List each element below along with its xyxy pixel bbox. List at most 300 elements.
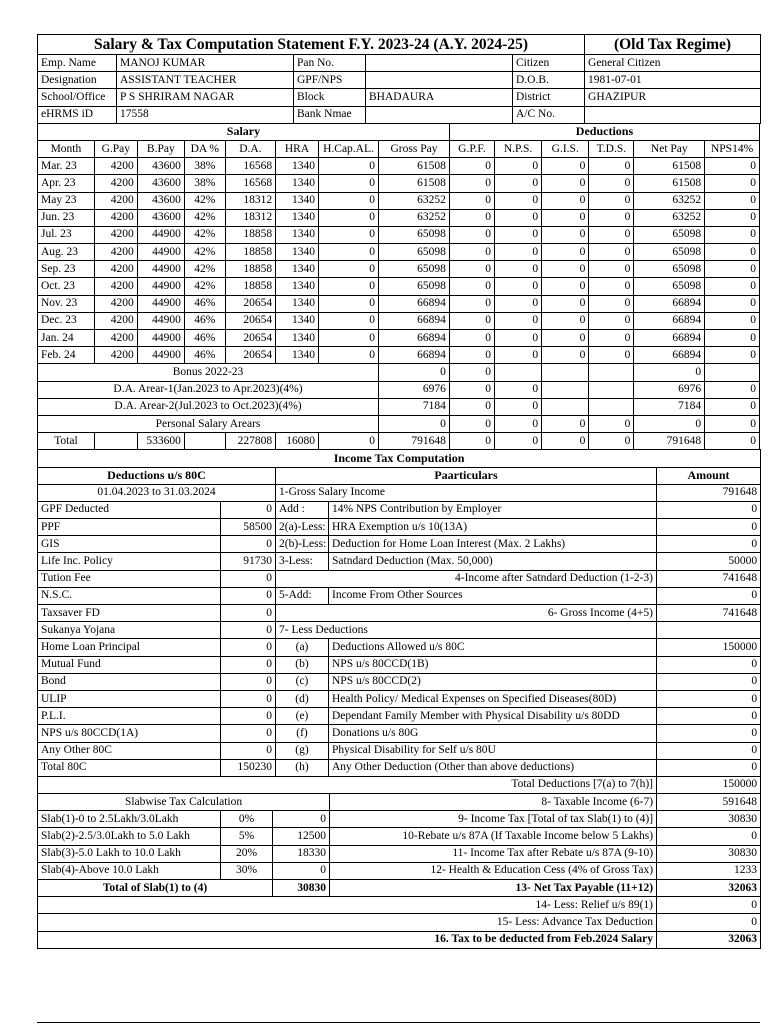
tax-row: [38, 605, 761, 622]
deduction-80c-value: 0: [221, 639, 276, 656]
salary-cell: 43600: [137, 175, 184, 192]
salary-cell: 61508: [379, 158, 450, 175]
salary-extra-row: [38, 364, 760, 381]
designation-label: Designation: [38, 72, 117, 89]
ehrms-label: eHRMS iD: [38, 106, 117, 123]
salary-cell: 0: [705, 347, 760, 364]
particular-label: Deductions Allowed u/s 80C: [329, 639, 657, 656]
salary-cell: 42%: [184, 244, 225, 261]
extra-nps: [494, 364, 541, 381]
deduction-80c-label: NPS u/s 80CCD(1A): [38, 725, 221, 742]
net-tax-value: 32063: [657, 880, 761, 897]
salary-cell: 4200: [94, 244, 137, 261]
salary-cell: Jul. 23: [38, 226, 95, 243]
extra-gross: 0: [379, 415, 450, 432]
extra-nps: 0: [494, 415, 541, 432]
extra-label: D.A. Arear-2(Jul.2023 to Oct.2023)(4%): [38, 398, 379, 415]
slab-heading: Slabwise Tax Calculation: [38, 794, 330, 811]
deduction-80c-value: 0: [221, 742, 276, 759]
column-header: T.D.S.: [589, 140, 634, 157]
salary-cell: 1340: [276, 158, 319, 175]
slab-table: [37, 793, 761, 949]
salary-cell: 4200: [94, 295, 137, 312]
salary-cell: 1340: [276, 244, 319, 261]
salary-cell: 66894: [379, 312, 450, 329]
extra-nps: 0: [494, 381, 541, 398]
salary-row: [38, 158, 760, 175]
salary-cell: 65098: [634, 226, 705, 243]
particular-amount: 0: [657, 725, 761, 742]
extra-net: 7184: [634, 398, 705, 415]
period-label: 01.04.2023 to 31.03.2024: [38, 484, 276, 501]
slab-row: [38, 811, 761, 828]
salary-cell: 4200: [94, 330, 137, 347]
particulars-heading: Paarticulars: [276, 467, 657, 484]
total-cell: [94, 433, 137, 450]
particular-amount: 741648: [657, 570, 761, 587]
salary-cell: 0: [705, 295, 760, 312]
salary-cell: 4200: [94, 209, 137, 226]
salary-cell: 4200: [94, 278, 137, 295]
salary-cell: 1340: [276, 192, 319, 209]
salary-cell: 0: [318, 330, 378, 347]
salary-cell: 0: [449, 278, 494, 295]
column-header: Gross Pay: [379, 140, 450, 157]
deduction-80c-label: ULIP: [38, 690, 221, 707]
tax-row: [38, 690, 761, 707]
salary-cell: 65098: [379, 244, 450, 261]
deduction-80c-label: GIS: [38, 536, 221, 553]
salary-cell: 0: [318, 226, 378, 243]
pan-value: [366, 55, 513, 72]
slab-row: [38, 862, 761, 879]
gpf-label: GPF/NPS: [294, 72, 366, 89]
total-deductions-row: [38, 776, 761, 793]
total-cell: 791648: [379, 433, 450, 450]
salary-cell: 66894: [379, 347, 450, 364]
salary-row: [38, 244, 760, 261]
salary-cell: 42%: [184, 192, 225, 209]
deductions-80c-heading: Deductions u/s 80C: [38, 467, 276, 484]
tax-row: [38, 536, 761, 553]
salary-cell: 0: [494, 278, 541, 295]
salary-cell: 0: [705, 209, 760, 226]
tax-step-value: 30830: [657, 845, 761, 862]
salary-cell: 42%: [184, 261, 225, 278]
salary-row: [38, 330, 760, 347]
tax-row: [38, 639, 761, 656]
salary-cell: 0: [542, 295, 589, 312]
page-title: Salary & Tax Computation Statement F.Y. 2023-24 (A.Y. 2024-25): [38, 35, 585, 55]
salary-cell: 0: [494, 192, 541, 209]
extra-nps14: 0: [705, 381, 760, 398]
deduction-80c-label: Total 80C: [38, 759, 221, 776]
salary-cell: 0: [318, 244, 378, 261]
salary-extra-row: [38, 381, 760, 398]
total-cell: Total: [38, 433, 95, 450]
particular-label: Donations u/s 80G: [329, 725, 657, 742]
slab-total-row: [38, 880, 761, 897]
salary-cell: 0: [542, 244, 589, 261]
citizen-label: Citizen: [513, 55, 585, 72]
extra-tds: [589, 398, 634, 415]
particular-amount: 0: [657, 501, 761, 518]
taxable-income-label: 8- Taxable Income (6-7): [330, 794, 657, 811]
salary-cell: 43600: [137, 158, 184, 175]
particular-prefix: (g): [276, 742, 329, 759]
bank-value: [366, 106, 513, 123]
income-tax-table: [37, 449, 761, 794]
salary-cell: 0: [589, 347, 634, 364]
salary-cell: 66894: [379, 295, 450, 312]
tax-row: [38, 656, 761, 673]
salary-cell: 1340: [276, 312, 319, 329]
salary-cell: 0: [494, 347, 541, 364]
column-header: N.P.S.: [494, 140, 541, 157]
salary-extra-row: [38, 415, 760, 432]
salary-cell: 61508: [634, 175, 705, 192]
extra-tds: 0: [589, 415, 634, 432]
deduction-80c-label: Mutual Fund: [38, 656, 221, 673]
salary-cell: 4200: [94, 347, 137, 364]
relief-row: [38, 897, 761, 914]
particular-prefix: Add :: [276, 501, 329, 518]
salary-row: [38, 295, 760, 312]
column-header: NPS14%: [705, 140, 760, 157]
salary-cell: 0: [705, 175, 760, 192]
slab-tax: 0: [273, 811, 330, 828]
final-tax-label: 16. Tax to be deducted from Feb.2024 Salary: [38, 931, 657, 948]
pan-label: Pan No.: [294, 55, 366, 72]
salary-cell: 4200: [94, 261, 137, 278]
particular-amount: 0: [657, 519, 761, 536]
deduction-80c-value: 58500: [221, 519, 276, 536]
extra-net: 0: [634, 415, 705, 432]
salary-cell: 65098: [379, 226, 450, 243]
salary-cell: 0: [318, 158, 378, 175]
salary-cell: 66894: [634, 312, 705, 329]
salary-cell: Apr. 23: [38, 175, 95, 192]
salary-cell: 65098: [634, 261, 705, 278]
column-header: G.I.S.: [542, 140, 589, 157]
total-cell: 0: [318, 433, 378, 450]
salary-cell: 0: [494, 295, 541, 312]
deduction-80c-value: 150230: [221, 759, 276, 776]
salary-cell: 0: [318, 278, 378, 295]
particular-label: Physical Disability for Self u/s 80U: [329, 742, 657, 759]
gross-salary-label: 1-Gross Salary Income: [276, 484, 657, 501]
salary-cell: Jan. 24: [38, 330, 95, 347]
deduction-80c-label: Bond: [38, 673, 221, 690]
salary-cell: 20654: [225, 312, 275, 329]
salary-cell: 0: [589, 312, 634, 329]
salary-cell: 0: [705, 244, 760, 261]
salary-cell: 0: [494, 209, 541, 226]
salary-cell: 0: [705, 278, 760, 295]
particular-amount: 50000: [657, 553, 761, 570]
total-cell: 0: [494, 433, 541, 450]
particular-prefix: (c): [276, 673, 329, 690]
salary-cell: Jun. 23: [38, 209, 95, 226]
relief-label: 14- Less: Relief u/s 89(1): [38, 897, 657, 914]
particular-label: Deduction for Home Loan Interest (Max. 2 Lakhs): [329, 536, 657, 553]
total-cell: 0: [705, 433, 760, 450]
gpf-value: [366, 72, 513, 89]
salary-cell: 1340: [276, 175, 319, 192]
salary-cell: 20654: [225, 347, 275, 364]
final-tax-value: 32063: [657, 931, 761, 948]
slab-total-label: Total of Slab(1) to (4): [38, 880, 273, 897]
salary-cell: 4200: [94, 158, 137, 175]
salary-cell: 1340: [276, 330, 319, 347]
salary-cell: 0: [449, 158, 494, 175]
salary-cell: 0: [589, 295, 634, 312]
column-header: DA %: [184, 140, 225, 157]
salary-cell: Oct. 23: [38, 278, 95, 295]
salary-cell: 63252: [379, 209, 450, 226]
salary-table: [37, 123, 760, 451]
salary-cell: 0: [449, 175, 494, 192]
particular-label: Any Other Deduction (Other than above deductions): [329, 759, 657, 776]
deduction-80c-label: Home Loan Principal: [38, 639, 221, 656]
deductions-heading: Deductions: [449, 123, 759, 140]
salary-cell: 0: [542, 312, 589, 329]
relief-value: 0: [657, 897, 761, 914]
salary-cell: 61508: [634, 158, 705, 175]
slab-rate: 0%: [221, 811, 273, 828]
salary-cell: 0: [449, 192, 494, 209]
tax-step-label: 11- Income Tax after Rebate u/s 87A (9-10): [330, 845, 657, 862]
particular-label: HRA Exemption u/s 10(13A): [329, 519, 657, 536]
salary-cell: Feb. 24: [38, 347, 95, 364]
column-header: D.A.: [225, 140, 275, 157]
salary-cell: 66894: [634, 347, 705, 364]
extra-net: 6976: [634, 381, 705, 398]
tax-row: [38, 501, 761, 518]
salary-row: [38, 312, 760, 329]
deduction-80c-label: Life Inc. Policy: [38, 553, 221, 570]
salary-cell: 0: [494, 175, 541, 192]
extra-gis: 0: [542, 415, 589, 432]
particular-prefix: (b): [276, 656, 329, 673]
salary-cell: 0: [494, 261, 541, 278]
deduction-80c-value: 0: [221, 656, 276, 673]
salary-cell: 0: [318, 192, 378, 209]
tax-row: [38, 725, 761, 742]
slab-rate: 30%: [221, 862, 273, 879]
slab-tax: 18330: [273, 845, 330, 862]
salary-cell: 44900: [137, 330, 184, 347]
salary-row: [38, 192, 760, 209]
salary-cell: 0: [589, 158, 634, 175]
deduction-80c-value: 0: [221, 570, 276, 587]
income-tax-heading: Income Tax Computation: [38, 450, 761, 467]
salary-cell: 0: [318, 209, 378, 226]
slab-rate: 20%: [221, 845, 273, 862]
total-cell: [184, 433, 225, 450]
salary-cell: 0: [542, 192, 589, 209]
salary-cell: 0: [318, 261, 378, 278]
salary-cell: 0: [449, 330, 494, 347]
salary-cell: 46%: [184, 312, 225, 329]
particular-prefix: (a): [276, 639, 329, 656]
salary-cell: 0: [705, 312, 760, 329]
slab-label: Slab(4)-Above 10.0 Lakh: [38, 862, 221, 879]
particular-label: Satndard Deduction (Max. 50,000): [329, 553, 657, 570]
extra-nps: 0: [494, 398, 541, 415]
deduction-80c-label: P.L.I.: [38, 708, 221, 725]
extra-gpf: 0: [449, 398, 494, 415]
tax-row: [38, 673, 761, 690]
total-cell: 0: [589, 433, 634, 450]
particular-prefix: 2(a)-Less:: [276, 519, 329, 536]
salary-cell: 0: [589, 209, 634, 226]
deduction-80c-label: Sukanya Yojana: [38, 622, 221, 639]
tax-step-label: 10-Rebate u/s 87A (If Taxable Income below 5 Lakhs): [330, 828, 657, 845]
amount-heading: Amount: [657, 467, 761, 484]
particular-amount: 150000: [657, 639, 761, 656]
column-header: B.Pay: [137, 140, 184, 157]
salary-cell: 0: [542, 261, 589, 278]
deduction-80c-value: 0: [221, 622, 276, 639]
deduction-80c-value: 0: [221, 501, 276, 518]
salary-cell: 63252: [379, 192, 450, 209]
deduction-80c-label: PPF: [38, 519, 221, 536]
salary-cell: 0: [705, 330, 760, 347]
particular-label: 14% NPS Contribution by Employer: [329, 501, 657, 518]
salary-cell: 0: [589, 244, 634, 261]
particular-amount: 0: [657, 587, 761, 604]
salary-cell: 18312: [225, 192, 275, 209]
net-tax-label: 13- Net Tax Payable (11+12): [330, 880, 657, 897]
extra-label: Personal Salary Arears: [38, 415, 379, 432]
tax-row: [38, 570, 761, 587]
deduction-80c-value: 0: [221, 708, 276, 725]
particular-label: Dependant Family Member with Physical Disability u/s 80DD: [329, 708, 657, 725]
salary-cell: 4200: [94, 226, 137, 243]
salary-cell: 20654: [225, 330, 275, 347]
salary-cell: 38%: [184, 175, 225, 192]
salary-cell: 0: [494, 312, 541, 329]
column-header: Month: [38, 140, 95, 157]
salary-cell: May 23: [38, 192, 95, 209]
salary-cell: 0: [542, 175, 589, 192]
particular-amount: 0: [657, 759, 761, 776]
salary-cell: 0: [705, 192, 760, 209]
salary-row: [38, 261, 760, 278]
salary-cell: 44900: [137, 278, 184, 295]
salary-cell: Aug. 23: [38, 244, 95, 261]
deduction-80c-value: 0: [221, 605, 276, 622]
particular-label: NPS u/s 80CCD(1B): [329, 656, 657, 673]
salary-cell: 38%: [184, 158, 225, 175]
salary-cell: 0: [589, 175, 634, 192]
tax-row: [38, 759, 761, 776]
particular-label: NPS u/s 80CCD(2): [329, 673, 657, 690]
extra-nps14: 0: [705, 415, 760, 432]
extra-label: Bonus 2022-23: [38, 364, 379, 381]
block-label: Block: [294, 89, 366, 106]
salary-cell: 20654: [225, 295, 275, 312]
deduction-80c-value: 0: [221, 587, 276, 604]
salary-cell: 44900: [137, 226, 184, 243]
salary-cell: 0: [318, 295, 378, 312]
extra-gis: [542, 398, 589, 415]
salary-cell: 18858: [225, 226, 275, 243]
salary-cell: 0: [589, 261, 634, 278]
salary-cell: 43600: [137, 209, 184, 226]
deduction-80c-value: 0: [221, 536, 276, 553]
salary-cell: 0: [449, 209, 494, 226]
salary-cell: 1340: [276, 226, 319, 243]
salary-cell: 44900: [137, 347, 184, 364]
slab-row: [38, 845, 761, 862]
extra-nps14: [705, 364, 760, 381]
salary-cell: 16568: [225, 175, 275, 192]
salary-cell: 4200: [94, 192, 137, 209]
salary-cell: 65098: [634, 244, 705, 261]
school-value: P S SHRIRAM NAGAR: [117, 89, 294, 106]
tax-regime-label: (Old Tax Regime): [585, 35, 761, 55]
deduction-80c-value: 0: [221, 690, 276, 707]
salary-cell: 0: [449, 226, 494, 243]
slab-total-value: 30830: [273, 880, 330, 897]
slab-row: [38, 828, 761, 845]
salary-cell: 0: [449, 244, 494, 261]
salary-statement-sheet: [37, 34, 760, 949]
salary-cell: Dec. 23: [38, 312, 95, 329]
salary-cell: 42%: [184, 209, 225, 226]
particular-prefix: 5-Add:: [276, 587, 329, 604]
advance-tax-row: [38, 914, 761, 931]
extra-gross: 0: [379, 364, 450, 381]
salary-cell: 0: [542, 158, 589, 175]
salary-cell: 65098: [379, 278, 450, 295]
salary-cell: 44900: [137, 312, 184, 329]
final-tax-row: [38, 931, 761, 948]
extra-tds: [589, 364, 634, 381]
deduction-80c-value: 0: [221, 673, 276, 690]
dob-label: D.O.B.: [513, 72, 585, 89]
salary-cell: 0: [449, 347, 494, 364]
total-cell: 0: [449, 433, 494, 450]
salary-cell: 4200: [94, 175, 137, 192]
salary-cell: 1340: [276, 261, 319, 278]
extra-gpf: 0: [449, 364, 494, 381]
total-deductions-value: 150000: [657, 776, 761, 793]
salary-cell: 18858: [225, 261, 275, 278]
salary-cell: 65098: [634, 278, 705, 295]
extra-net: 0: [634, 364, 705, 381]
salary-cell: 66894: [634, 295, 705, 312]
extra-label: D.A. Arear-1(Jan.2023 to Apr.2023)(4%): [38, 381, 379, 398]
particular-amount: 0: [657, 656, 761, 673]
acno-value: [585, 106, 761, 123]
particular-amount: 0: [657, 690, 761, 707]
total-cell: 533600: [137, 433, 184, 450]
salary-cell: 18858: [225, 278, 275, 295]
salary-cell: 46%: [184, 330, 225, 347]
gross-salary-value: 791648: [657, 484, 761, 501]
salary-cell: 1340: [276, 278, 319, 295]
tax-step-value: 0: [657, 828, 761, 845]
particular-label: Income From Other Sources: [329, 587, 657, 604]
salary-cell: 4200: [94, 312, 137, 329]
particular-label: 4-Income after Satndard Deduction (1-2-3): [276, 570, 657, 587]
extra-nps14: 0: [705, 398, 760, 415]
designation-value: ASSISTANT TEACHER: [117, 72, 294, 89]
salary-row: [38, 175, 760, 192]
